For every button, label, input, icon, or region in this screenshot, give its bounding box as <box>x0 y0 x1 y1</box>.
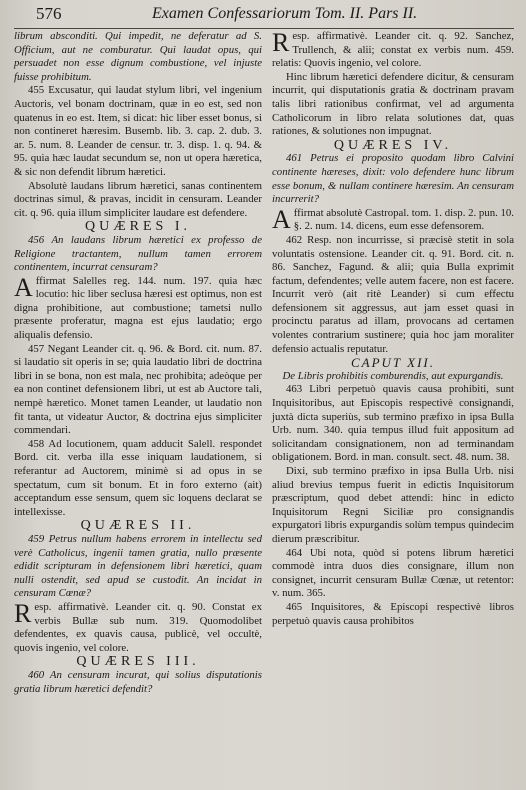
paragraph: 458 Ad locutionem, quam adducit Salell. respondet Bord. cit. verba illa esse iniquam laudationem, si referantur ad Auctorem, minimè si ad opus in se spectatum, cum sit bonum. Et in foro externo (ait) acceptandum esse sensum, quem sic loquens declarat se intellexisse. <box>14 437 262 518</box>
section-heading: QUÆRES III. <box>76 654 200 670</box>
paragraph: 455 Excusatur, qui laudat stylum libri, vel ingenium Auctoris, vel bonam doctrinam, quæ in eo est, sed non quatenus in eo est. Item, si dicat: hic liber esset bonus, si non contineret hæresim. Busemb. lib. 3. cap. 2. dub. 3. ar. 5. num. 8. Leander de censur. tr. 3. disp. 1. q. 94. & 95. quia hæc laudat secundum se, non ut opera hæretica, & sic non defendit librum hæretici. <box>14 84 262 178</box>
running-header <box>14 2 514 29</box>
question: 459 Petrus nullum habens errorem in intellectu sed verè Catholicus, ingenii tamen gratia, nullo præsente edidit scripturam in defensionem libri hæretici, quam nulli ostendit, sed apud se custodit. An incidat in censuram Cœnæ? <box>14 532 262 600</box>
running-title: Examen Confessariorum Tom. II. Pars II. <box>152 5 418 22</box>
paragraph: Affirmat Salelles reg. 144. num. 197. quia hæc locutio: hic liber seclusa hæresi est optimus, non est digna prohibitione, aut combustione; tametsi nullo præsente proferatur, magna est ejus laudatio; ergo aliqualis defensio. <box>14 272 262 342</box>
right-column <box>272 30 514 628</box>
paragraph: Hinc librum hæretici defendere dicitur, & censuram incurrit, qui disputationis gratia & doctrinam pravam talis libri rationibus confirmat, vel ad argumenta Catholicorum in libro relata solutiones dat, quas rationes, & solutiones non impugnat. <box>272 70 514 138</box>
paragraph: Resp. affirmativè. Leander cit. q. 90. Constat ex verbis Bullæ sub num. 319. Quomodolibet defendentes, ex quavis causa, publicè, vel occultè, quovis ingenio, vel colore. <box>14 598 262 654</box>
paragraph: Resp. affirmativè. Leander cit. q. 92. Sanchez, Trullench, & alii; constat ex verbis num. 459. relatis: Quovis ingenio, vel colore. <box>272 28 514 70</box>
section-heading: QUÆRES II. <box>80 518 196 534</box>
question: 460 An censuram incurat, qui solius disputationis gratia librum hæretici defendit? <box>14 668 262 695</box>
paragraph: Dixi, sub termino præfixo in ipsa Bulla Urb. nisi aliud brevius tempus fuerit in edictis Inquisitorum præscriptum, quod debet attendi: hinc in edicto Inquisitorum Regni Siciliæ pro consignandis expurgatori libris expurgandis solùm tempus quindecim dierum præscribitur. <box>272 465 514 545</box>
page-number: 576 <box>36 4 62 23</box>
paragraph: librum absconditi. Qui impedit, ne deferatur ad S. Officium, aut ne comburatur. Qui laudat opus, qui persuadet non esse dignum combustione, vel injuste fuisse prohibitum. <box>14 30 262 83</box>
section-heading: QUÆRES I. <box>84 219 191 235</box>
paragraph: 463 Libri perpetuò quavis causa prohibiti, sunt Inquisitoribus, aut Episcopis respectivè consignandi, juxtà dicta superiùs, sub termino præfixo in ipsa Bulla Urb. num. 340. quia tempus illud fuit appositum ad solicitandam consignationem, non ad terminandam obligationem. Bord. in man. consult. sect. 48. num. 38. <box>272 383 514 464</box>
paragraph: 462 Resp. non incurrisse, si præcisè stetit in sola voluntatis ostensione. Leander cit. q. 91. Bord. cit. n. 86. Sanchez, Fagund. & alii; quia Bulla exprimit factum, defendentes; velle autem facere, non est facere. Incurrit verò (ait ritè Leander) si cum effectu defensionem sit aggressus, aut jam esset quasi in procinctu paratus ad illam, provocans ad certamen volentes contrarium sustinere; quia hoc jam moraliter defensio actualis reputatur. <box>272 233 514 355</box>
paragraph: 464 Ubi nota, quòd si potens librum hæretici commodè intra duos dies consignare, illum non consignet, incurrit censuram Bullæ Cœnæ, ut retentor: v. num. 365. <box>272 546 514 600</box>
section-heading: QUÆRES IV. <box>333 137 453 153</box>
paragraph: 465 Inquisitores, & Episcopi respectivè libros perpetuò quavis causa prohibitos <box>272 600 514 627</box>
chapter-subtitle: De Libris prohibitis comburendis, aut expurgandis. <box>282 369 504 382</box>
paragraph: Affirmat absolutè Castropal. tom. 1. disp. 2. pun. 10. §. 2. num. 14. dicens, eum esse defensorem. <box>272 204 514 234</box>
question: 461 Petrus ei proposito quodam libro Calvini continente hæreses, dixit: volo defendere hunc librum esse bonum, & nullam continere hæresim. An censuram incurrerit? <box>272 152 514 206</box>
left-column <box>14 30 262 696</box>
question: 456 An laudans librum hæretici ex professo de Religione tractantem, nullum tamen errorem continentem, incurrat censuram? <box>14 233 262 274</box>
chapter-heading: CAPUT XII. <box>350 355 436 371</box>
paragraph: Absolutè laudans librum hæretici, sanas continentem doctrinas simul, & pravas, incidit in censuram. Leander cit. q. 96. quia illum simpliciter laudare est defendere. <box>14 179 262 219</box>
paragraph: 457 Negant Leander cit. q. 96. & Bord. cit. num. 87. si laudatio sit operis in se; quia laudatio libri de doctrina libri in se bona, non est mala, nec prohibita; adeòque per ea non continet defensionem libri, ut est ab Auctore tali, nempè hæretico. Monet tamen Leander, ut laudatio non fit tanta, ut videatur Auctor, & doctrina ejus simpliciter commendari. <box>14 342 262 437</box>
